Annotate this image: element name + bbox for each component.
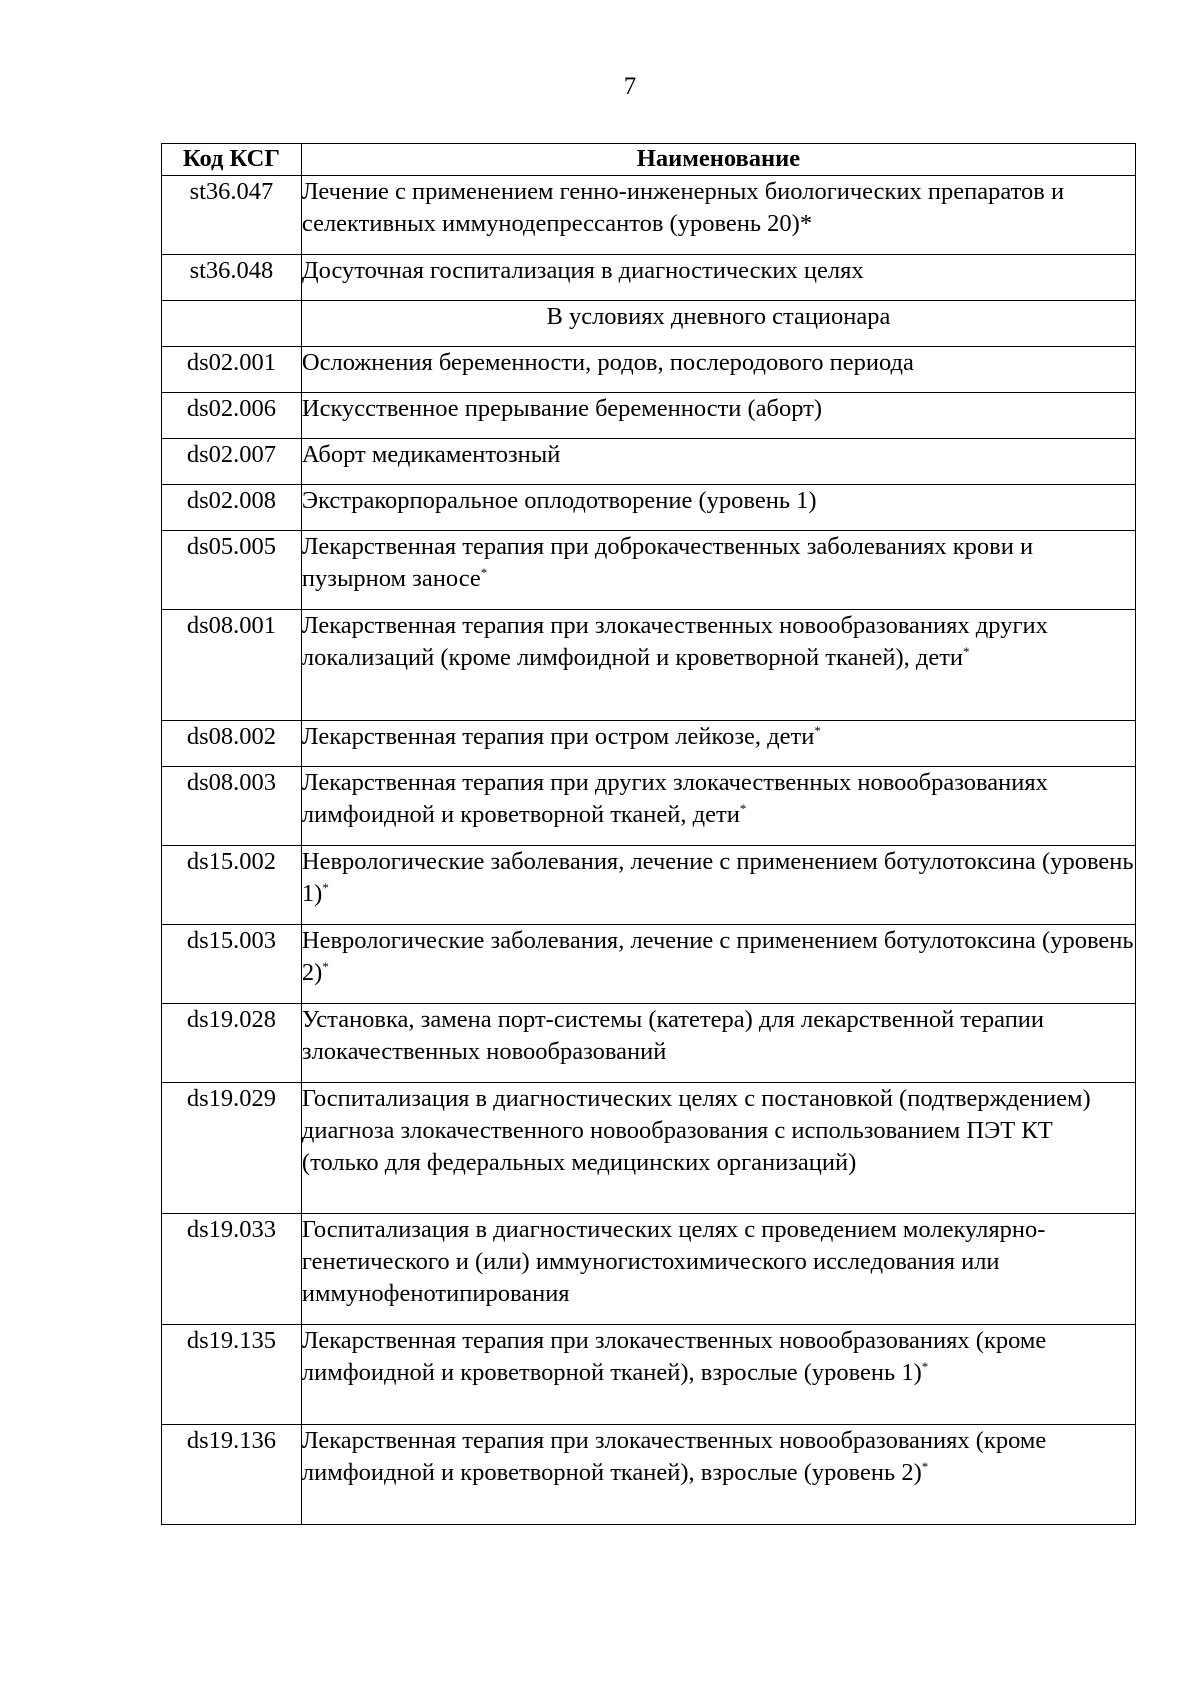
table-row [162, 176, 1136, 255]
name-cell [301, 393, 1135, 439]
code-cell: ds02.007 [162, 439, 302, 485]
code-cell: ds05.005 [162, 531, 302, 610]
table-body [162, 176, 1136, 1525]
name-text: Госпитализация в диагностических целях с постановкой (подтверждением) диагноза злокачественного новообразования с использованием ПЭТ КТ (только для федеральных медицинских организаций) [301, 1085, 1091, 1176]
name-text: Осложнения беременности, родов, послеродового периода [301, 349, 914, 376]
name-text: Аборт медикаментозный [301, 441, 561, 468]
code-cell: ds08.001 [162, 610, 302, 721]
table-row [162, 439, 1136, 485]
name-text: Неврологические заболевания, лечение с применением ботулотоксина (уровень 2) [301, 927, 1134, 986]
code-cell: ds15.003 [162, 925, 302, 1004]
code-cell [162, 301, 302, 347]
table-row [162, 531, 1136, 610]
name-text: Лекарственная терапия при злокачественных новообразованиях (кроме лимфоидной и кроветворной тканей), взрослые (уровень 2) [301, 1427, 1047, 1486]
table-row [162, 610, 1136, 721]
name-cell [301, 176, 1135, 255]
table-row [162, 1214, 1136, 1325]
name-cell [301, 531, 1135, 610]
page-number: 7 [623, 73, 637, 100]
name-cell [301, 347, 1135, 393]
footnote-marker: * [921, 1359, 929, 1374]
footnote-marker: * [480, 565, 488, 580]
table-row [162, 1083, 1136, 1214]
table-row [162, 1325, 1136, 1425]
code-cell: ds19.136 [162, 1425, 302, 1525]
code-cell: ds08.002 [162, 721, 302, 767]
code-cell: ds19.028 [162, 1004, 302, 1083]
table-row [162, 721, 1136, 767]
name-text: Искусственное прерывание беременности (аборт) [301, 395, 823, 422]
name-text: Лечение с применением генно-инженерных биологических препаратов и селективных иммунодепрессантов (уровень 20)* [301, 178, 1065, 237]
name-text: Экстракорпоральное оплодотворение (уровень 1) [301, 487, 817, 514]
name-cell [301, 925, 1135, 1004]
code-cell: ds19.033 [162, 1214, 302, 1325]
name-cell [301, 1214, 1135, 1325]
name-cell [301, 255, 1135, 301]
name-text: Лекарственная терапия при злокачественных новообразованиях других локализаций (кроме лимфоидной и кроветворной тканей), дети [301, 612, 1048, 671]
code-cell: ds08.003 [162, 767, 302, 846]
name-text: Неврологические заболевания, лечение с применением ботулотоксина (уровень 1) [301, 848, 1134, 907]
name-cell [301, 1004, 1135, 1083]
name-text: Лекарственная терапия при доброкачественных заболеваниях крови и пузырном заносе [301, 533, 1034, 592]
name-cell [301, 1425, 1135, 1525]
table-row [162, 1425, 1136, 1525]
name-cell [301, 610, 1135, 721]
name-cell [301, 439, 1135, 485]
footnote-marker: * [921, 1459, 929, 1474]
table-row [162, 393, 1136, 439]
name-cell [301, 846, 1135, 925]
name-cell [301, 1083, 1135, 1214]
name-text: Лекарственная терапия при остром лейкозе, дети [301, 723, 815, 750]
table-row [162, 485, 1136, 531]
name-text: Лекарственная терапия при злокачественных новообразованиях (кроме лимфоидной и кроветворной тканей), взрослые (уровень 1) [301, 1327, 1047, 1386]
code-cell: st36.048 [162, 255, 302, 301]
code-cell: st36.047 [162, 176, 302, 255]
name-cell [301, 721, 1135, 767]
name-cell [301, 1325, 1135, 1425]
name-text: Лекарственная терапия при других злокачественных новообразованиях лимфоидной и кроветворной тканей, дети [301, 769, 1048, 828]
name-cell [301, 485, 1135, 531]
name-text: Госпитализация в диагностических целях с проведением молекулярно-генетического и (или) иммуногистохимического исследования или иммунофенотипирования [301, 1216, 1046, 1307]
code-cell: ds02.006 [162, 393, 302, 439]
table-row [162, 347, 1136, 393]
footnote-marker: * [322, 880, 329, 895]
footnote-marker: * [963, 644, 970, 659]
footnote-marker: * [814, 723, 821, 738]
code-cell: ds02.001 [162, 347, 302, 393]
table-row [162, 1004, 1136, 1083]
table-row [162, 767, 1136, 846]
column-header-name: Наименование [301, 144, 1135, 176]
code-cell: ds15.002 [162, 846, 302, 925]
section-heading: В условиях дневного стационара [301, 301, 1135, 347]
footnote-marker: * [739, 801, 747, 816]
name-text: Досуточная госпитализация в диагностических целях [301, 257, 864, 284]
table-row [162, 255, 1136, 301]
code-cell: ds19.029 [162, 1083, 302, 1214]
footnote-marker: * [322, 959, 329, 974]
ksg-table [161, 143, 1136, 1525]
table-row [162, 846, 1136, 925]
table-row [162, 925, 1136, 1004]
code-cell: ds02.008 [162, 485, 302, 531]
name-text: Установка, замена порт-системы (катетера) для лекарственной терапии злокачественных новообразований [301, 1006, 1045, 1065]
column-header-code: Код КСГ [162, 144, 302, 176]
table-row [162, 301, 1136, 347]
code-cell: ds19.135 [162, 1325, 302, 1425]
name-cell [301, 767, 1135, 846]
table-header-row [162, 144, 1136, 176]
